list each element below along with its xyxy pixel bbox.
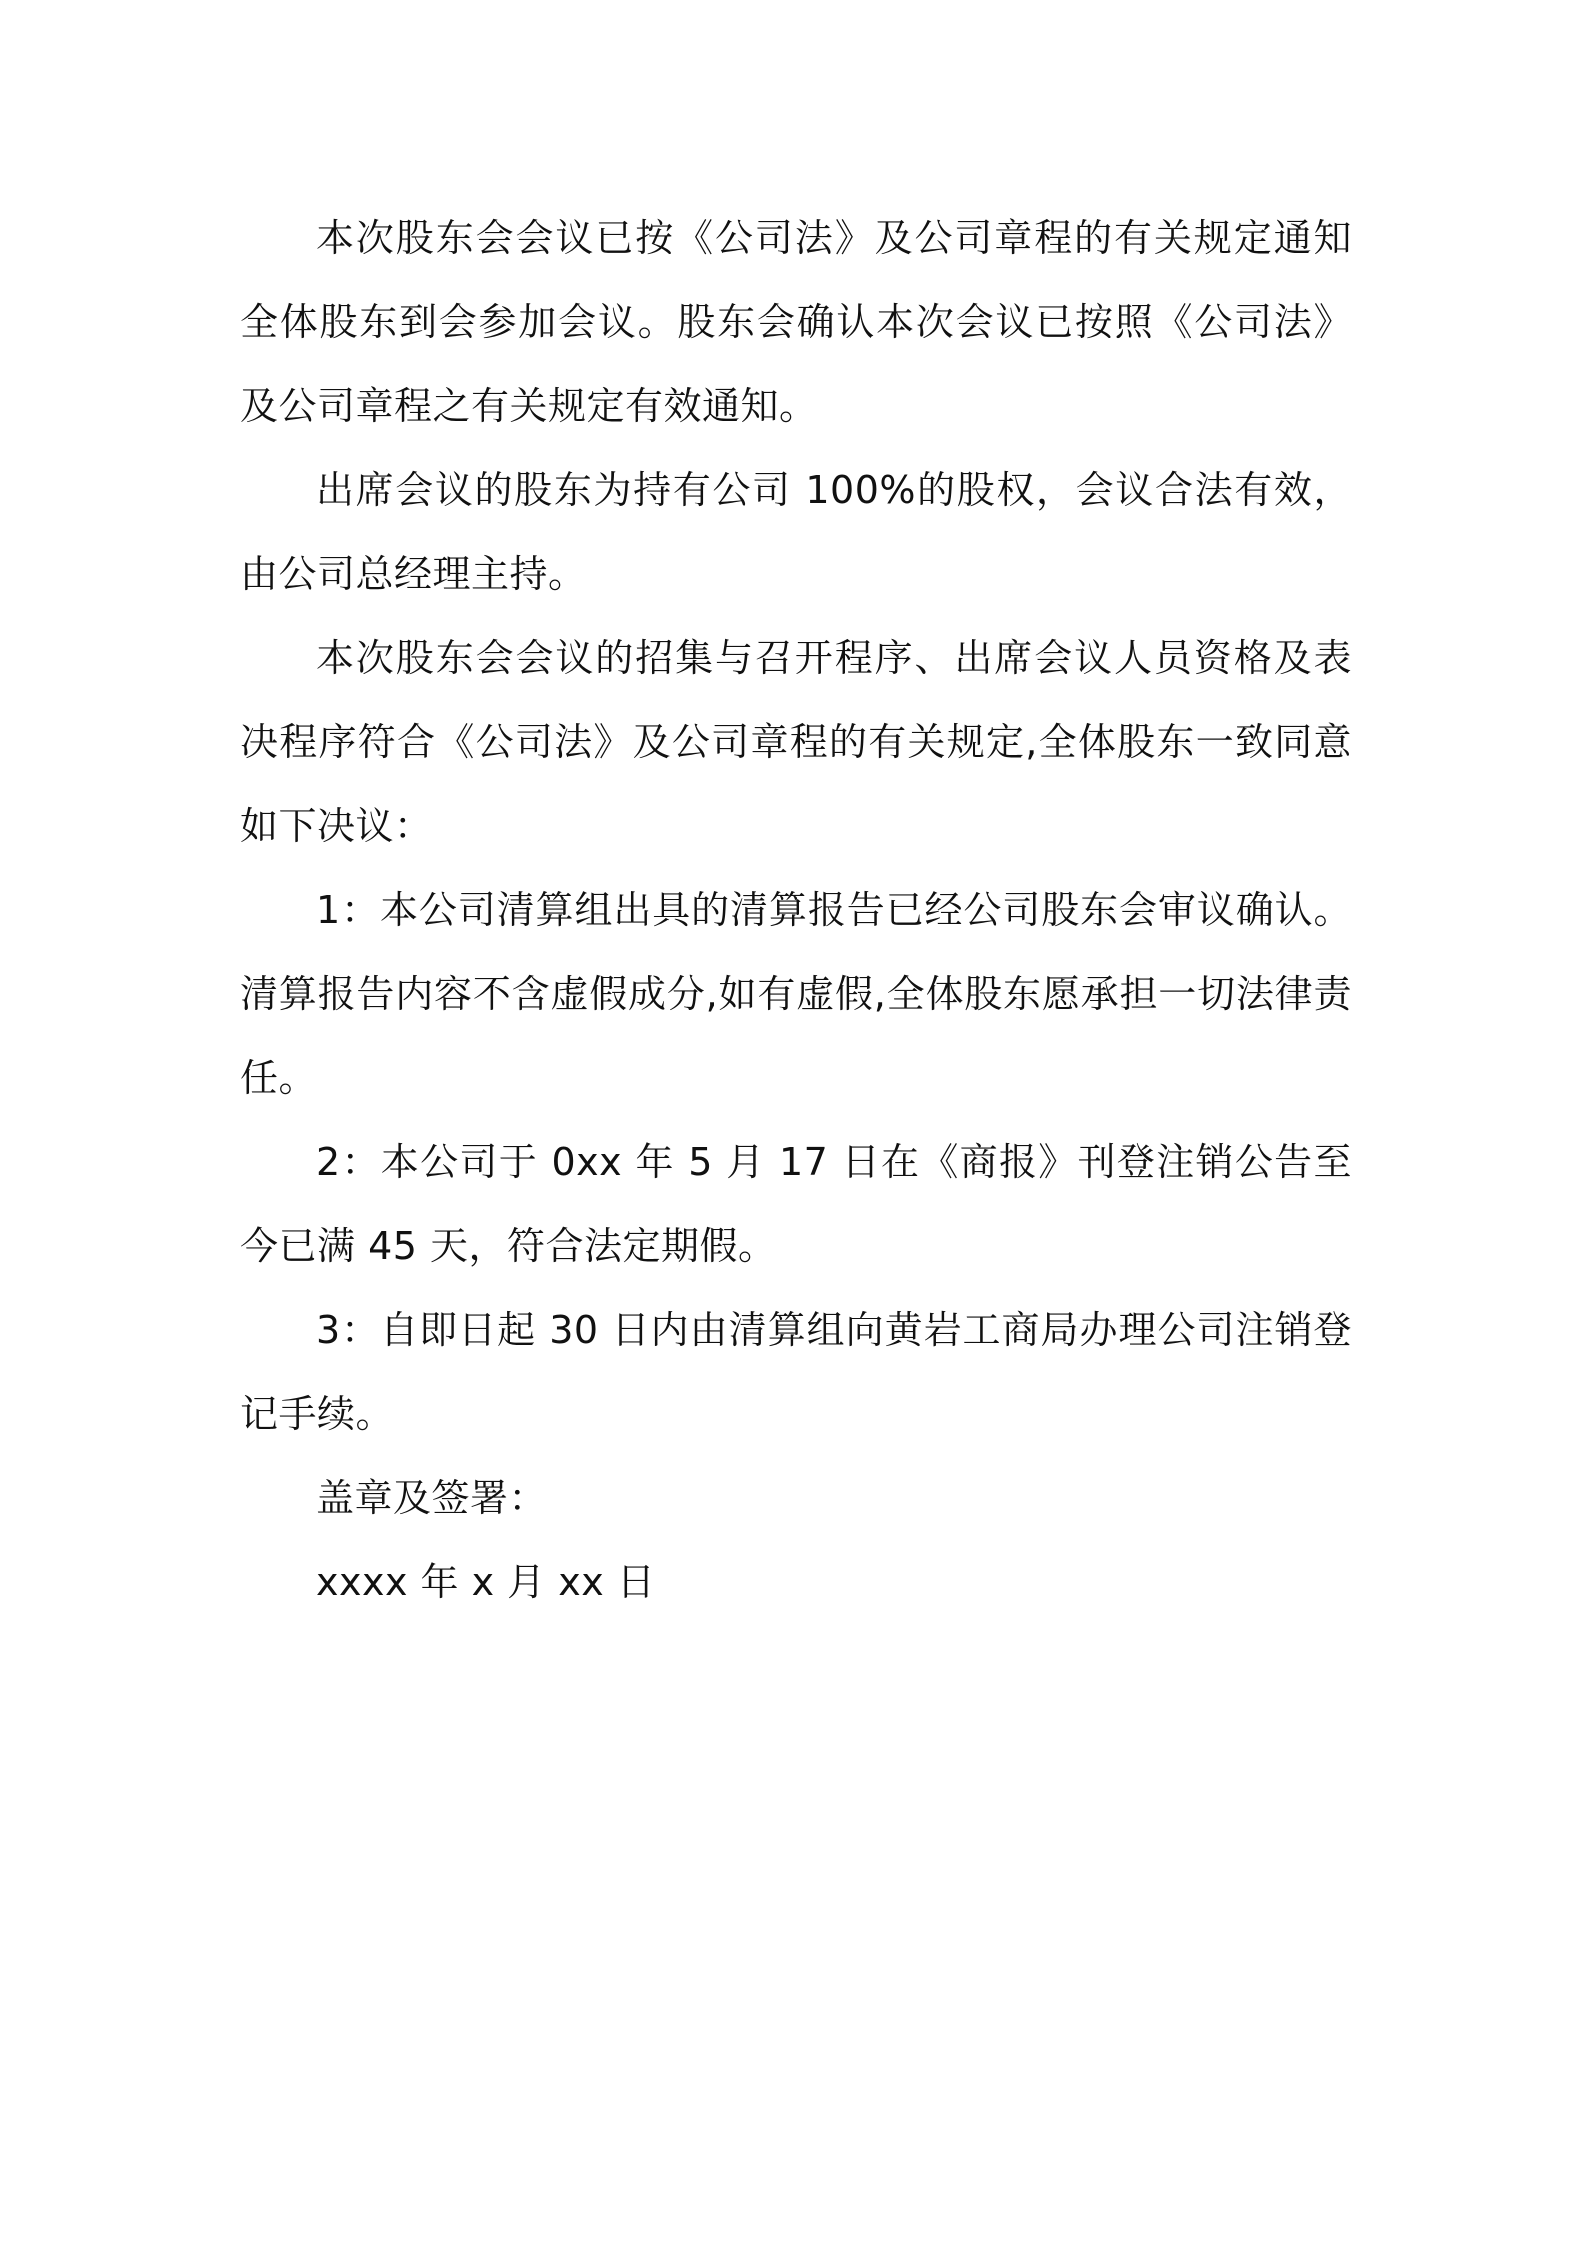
document-date: xxxx 年 x 月 xx 日 (316, 1560, 656, 1604)
paragraph-meeting-notice: 本次股东会会议已按《公司法》及公司章程的有关规定通知全体股东到会参加会议。股东会确认本次会议已按照《公司法》及公司章程之有关规定有效通知。 (240, 216, 1352, 428)
resolution-item-1: 1：本公司清算组出具的清算报告已经公司股东会审议确认。清算报告内容不含虚假成分,如有虚假,全体股东愿承担一切法律责任。 (240, 888, 1352, 1100)
resolution-item-3: 3：自即日起 30 日内由清算组向黄岩工商局办理公司注销登记手续。 (240, 1308, 1352, 1436)
resolution-item-2: 2：本公司于 0xx 年 5 月 17 日在《商报》刊登注销公告至今已满 45 天，符合法定期假。 (240, 1140, 1352, 1268)
paragraph-procedure: 本次股东会会议的招集与召开程序、出席会议人员资格及表决程序符合《公司法》及公司章程的有关规定,全体股东一致同意如下决议： (240, 636, 1352, 848)
document-body (240, 196, 1352, 1624)
signature-label: 盖章及签署： (316, 1476, 548, 1520)
paragraph-attendance: 出席会议的股东为持有公司 100%的股权，会议合法有效，由公司总经理主持。 (240, 468, 1352, 596)
